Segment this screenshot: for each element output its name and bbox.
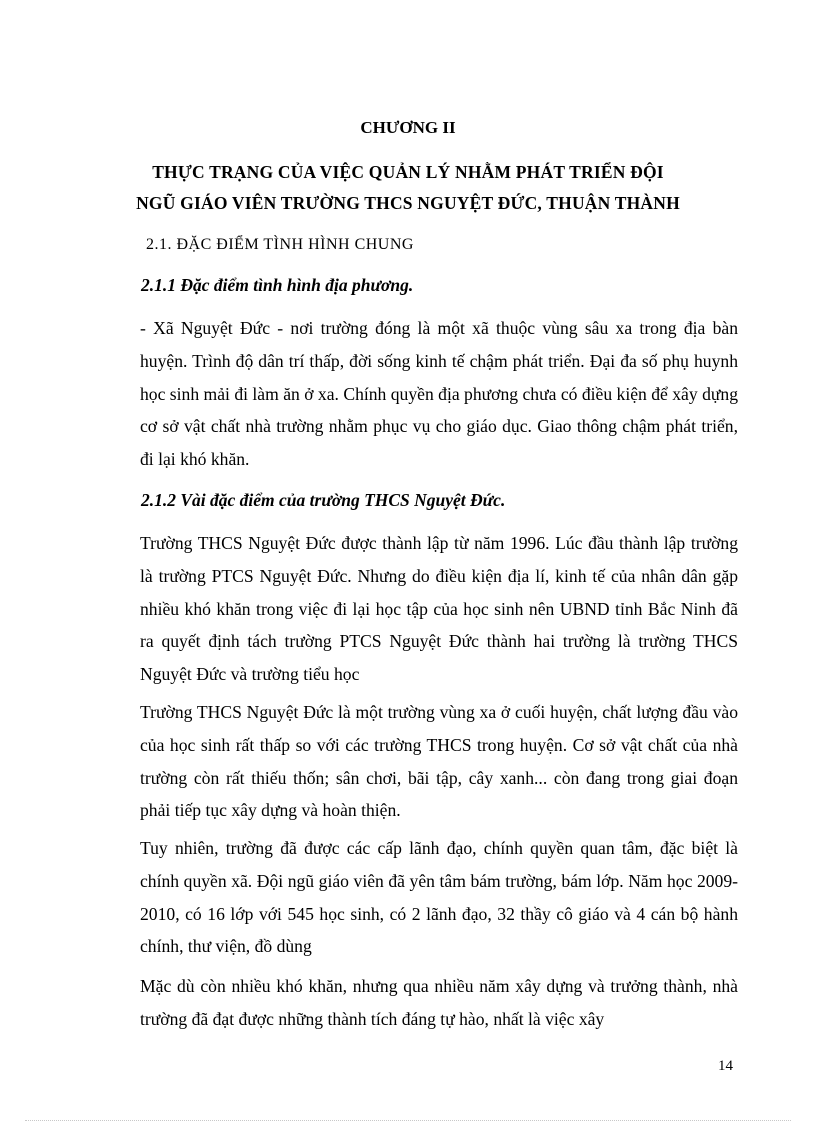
paragraph-school-staff: Tuy nhiên, trường đã được các cấp lãnh đạo, chính quyền quan tâm, đặc biệt là chính quyền xã. Đội ngũ giáo viên đã yên tâm bám trường, bám lớp. Năm học 2009-2010, có 16 lớp với 545 học sinh, có 2 lãnh đạo, 32 thầy cô giáo và 4 cán bộ hành chính, thư viện, đồ dùng xyxy=(140,838,738,957)
paragraph-school-conditions: Trường THCS Nguyệt Đức là một trường vùng xa ở cuối huyện, chất lượng đầu vào của học sinh rất thấp so với các trường THCS trong huyện. Cơ sở vật chất của nhà trường còn rất thiếu thốn; sân chơi, bãi tập, cây xanh... còn đang trong giai đoạn phải tiếp tục xây dựng và hoàn thiện. xyxy=(140,702,738,821)
footer-divider xyxy=(25,1120,791,1121)
page-number: 14 xyxy=(718,1058,733,1074)
chapter-subtitle-line-1: THỰC TRẠNG CỦA VIỆC QUẢN LÝ NHẰM PHÁT TRIỂN ĐỘI xyxy=(152,162,664,182)
subsection-title-school-features: 2.1.2 Vài đặc điểm của trường THCS Nguyệt Đức. xyxy=(141,490,506,510)
section-heading: 2.1. ĐẶC ĐIỂM TÌNH HÌNH CHUNG xyxy=(146,236,414,253)
chapter-title: CHƯƠNG II xyxy=(360,118,456,137)
subsection-title-local-situation: 2.1.1 Đặc điểm tình hình địa phương. xyxy=(141,275,414,295)
chapter-subtitle-line-2: NGŨ GIÁO VIÊN TRƯỜNG THCS NGUYỆT ĐỨC, THUẬN THÀNH xyxy=(136,193,680,213)
paragraph-local-situation: - Xã Nguyệt Đức - nơi trường đóng là một xã thuộc vùng sâu xa trong địa bàn huyện. Trình độ dân trí thấp, đời sống kinh tế chậm phát triển. Đại đa số phụ huynh học sinh mải đi làm ăn ở xa. Chính quyền địa phương chưa có điều kiện để xây dựng cơ sở vật chất nhà trường nhằm phục vụ cho giáo dục. Giao thông chậm phát triển, đi lại khó khăn. xyxy=(140,318,738,470)
paragraph-school-achievements: Mặc dù còn nhiều khó khăn, nhưng qua nhiều năm xây dựng và trưởng thành, nhà trường đã đạt được những thành tích đáng tự hào, nhất là việc xây xyxy=(140,976,738,1029)
paragraph-school-history: Trường THCS Nguyệt Đức được thành lập từ năm 1996. Lúc đầu thành lập trường là trường PTCS Nguyệt Đức. Nhưng do điều kiện địa lí, kinh tế của nhân dân gặp nhiều khó khăn trong việc đi lại học tập của học sinh nên UBND tỉnh Bắc Ninh đã ra quyết định tách trường PTCS Nguyệt Đức thành hai trường là trường THCS Nguyệt Đức và trường tiểu học xyxy=(140,533,738,685)
